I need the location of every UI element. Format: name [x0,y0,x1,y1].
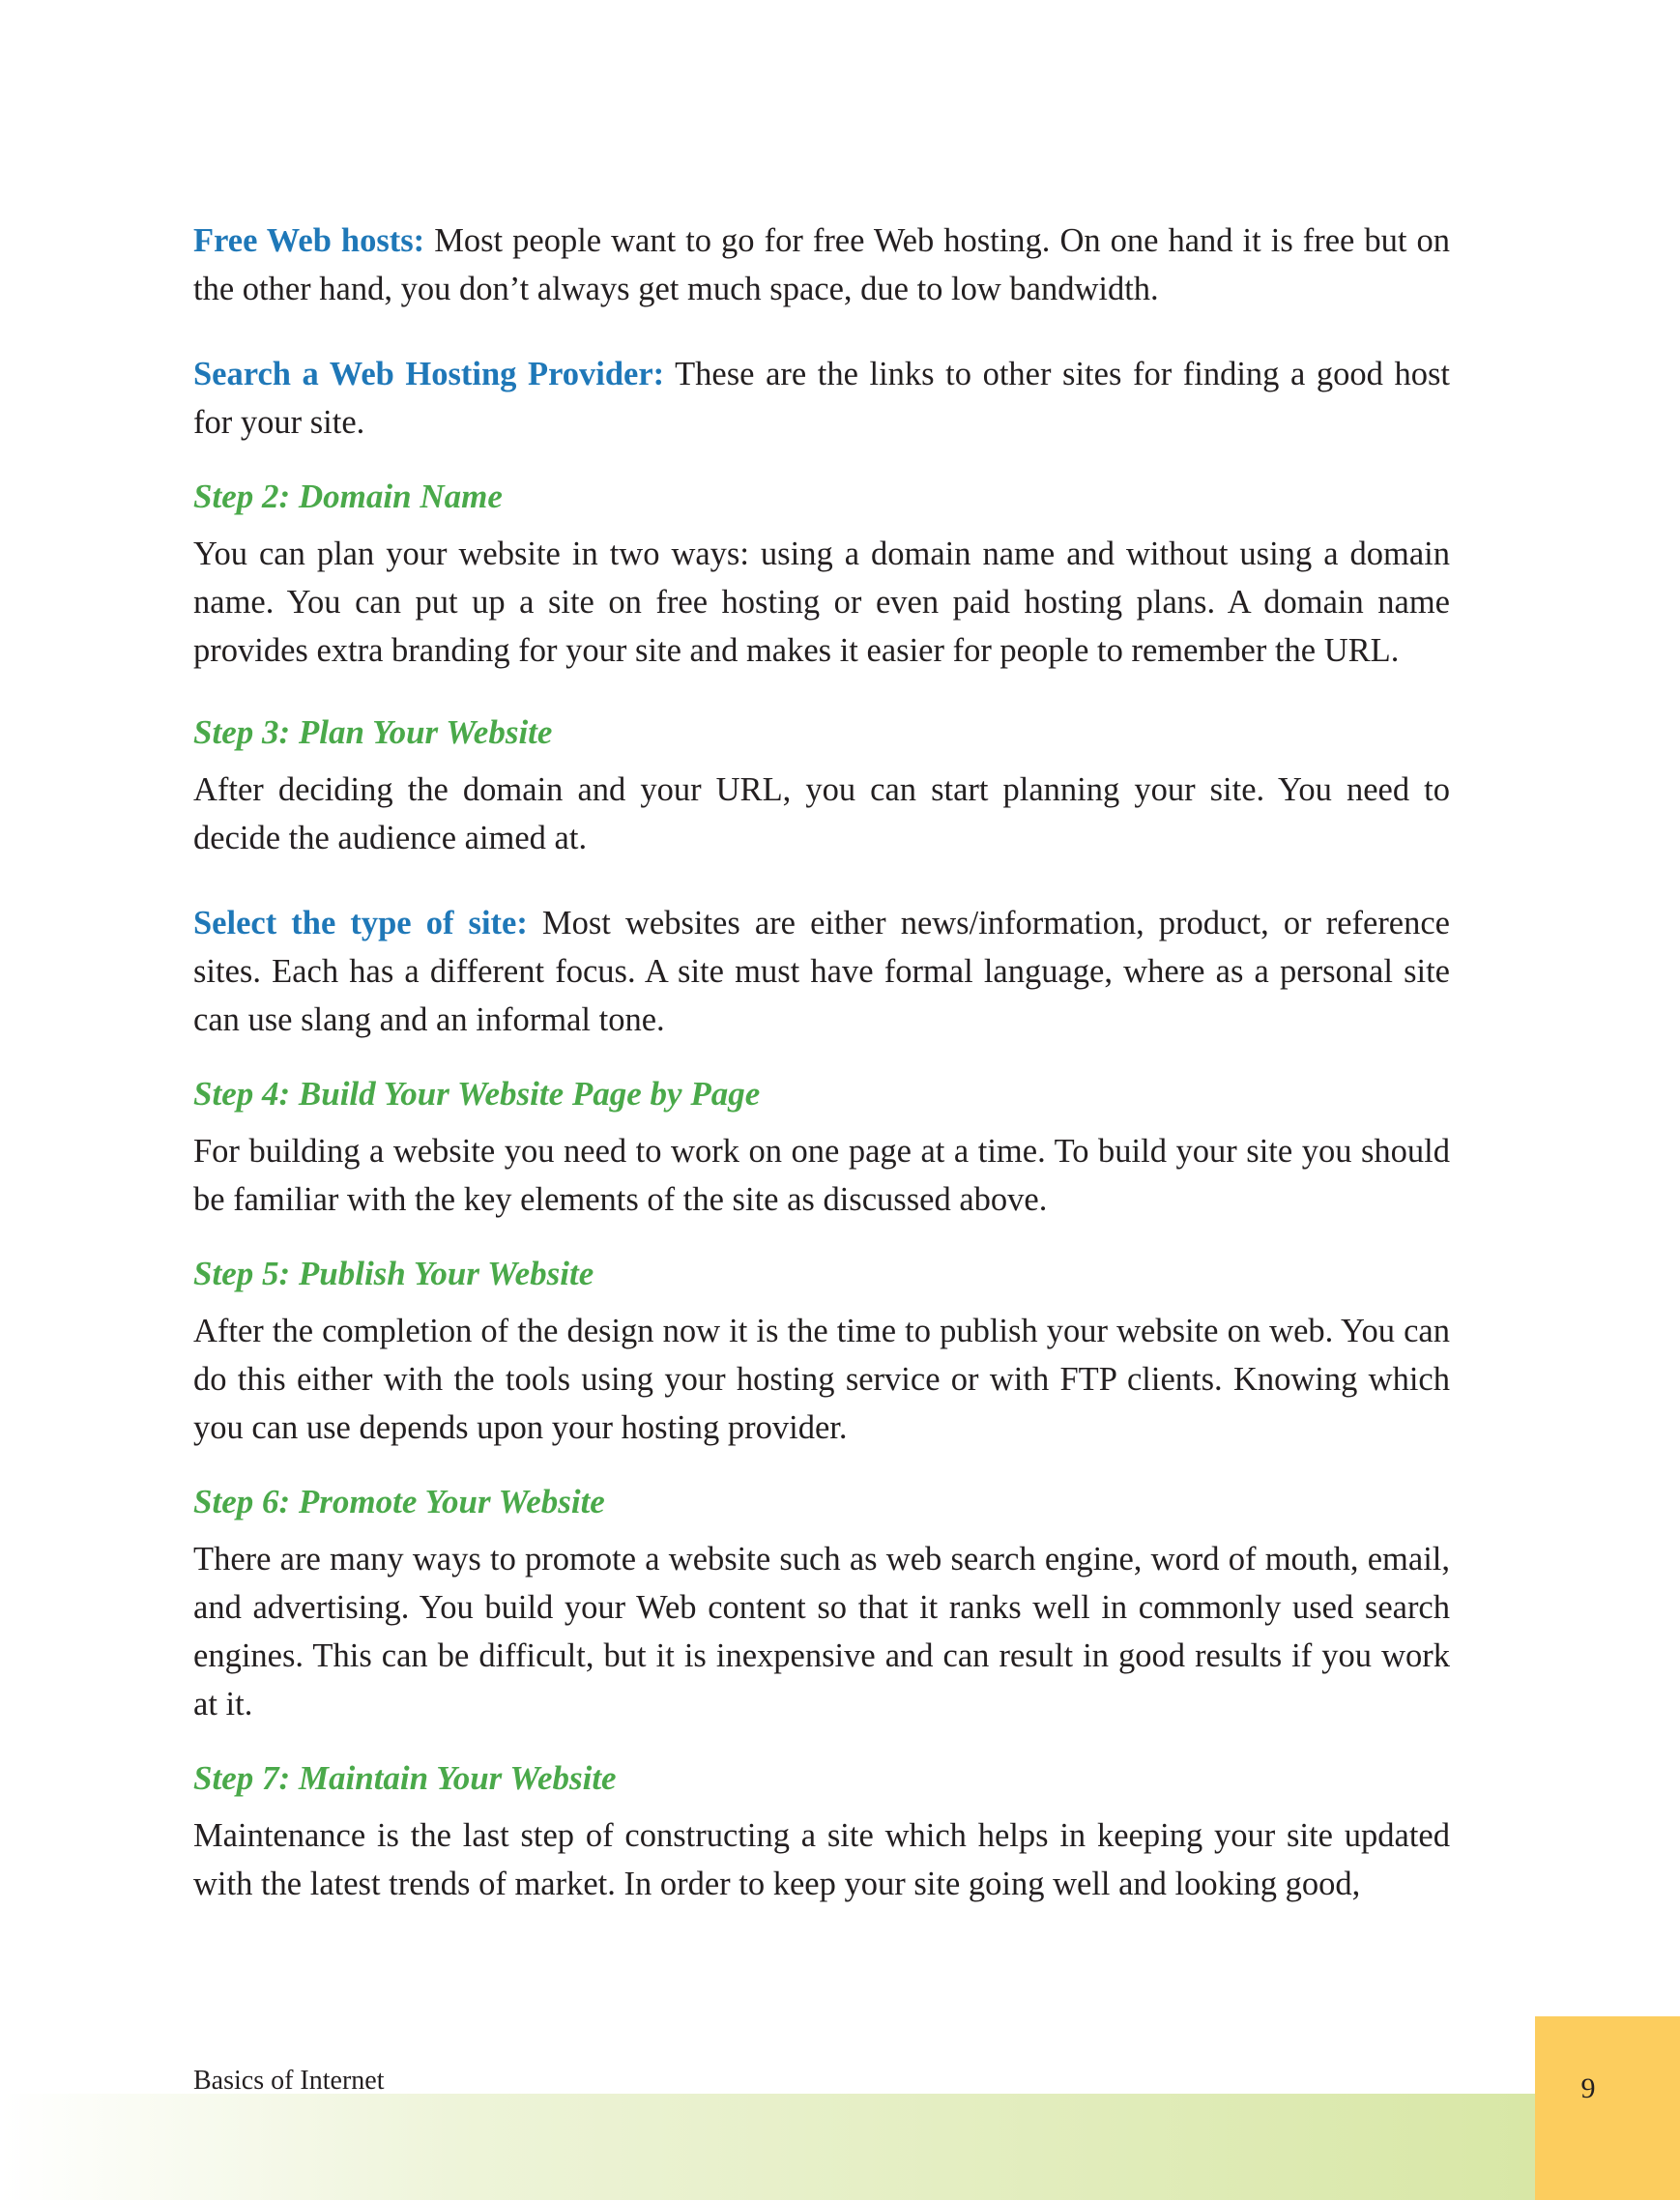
footer-band [0,2094,1535,2200]
heading-step-6: Step 6: Promote Your Website [193,1483,605,1520]
heading-step-4: Step 4: Build Your Website Page by Page [193,1075,761,1113]
paragraph-select-type [193,899,1450,1044]
paragraph-plan-website: After deciding the domain and your URL, you can start planning your site. You need to decide the audience aimed at. [193,771,1450,856]
paragraph-text: Most websites are either news/information, product, or reference sites. Each has a different focus. A site must have formal language, where as a personal site can use slang and an informal tone. [193,905,1450,1038]
page-number-tab [1535,2016,1680,2200]
lead-term: Select the type of site: [193,905,528,941]
heading-step-2: Step 2: Domain Name [193,478,503,515]
paragraph-publish-website: After the completion of the design now it is the time to publish your website on web. You can do this either with the tools using your hosting service or with FTP clients. Knowing which you can use depends upon your hosting provider. [193,1313,1450,1446]
page-content [193,217,1450,1945]
footer-book-title: Basics of Internet [193,2066,385,2096]
paragraph-text: These are the links to other sites for finding a good host for your site. [193,356,1450,441]
paragraph-domain-name: You can plan your website in two ways: using a domain name and without using a domain name. You can put up a site on free hosting or even paid hosting plans. A domain name provides extra branding for your site and makes it easier for people to remember the URL. [193,536,1450,669]
paragraph-text: Most people want to go for free Web hosting. On one hand it is free but on the other hand, you don’t always get much space, due to low bandwidth. [193,222,1450,307]
heading-step-3: Step 3: Plan Your Website [193,713,553,751]
heading-step-5: Step 5: Publish Your Website [193,1255,594,1292]
paragraph-free-web-hosts [193,217,1450,313]
heading-step-7: Step 7: Maintain Your Website [193,1759,617,1797]
lead-term: Search a Web Hosting Provider: [193,356,665,392]
paragraph-build-website: For building a website you need to work on one page at a time. To build your site you should be familiar with the key elements of the site as discussed above. [193,1133,1450,1218]
paragraph-maintain-website: Maintenance is the last step of constructing a site which helps in keeping your site updated with the latest trends of market. In order to keep your site going well and looking good, [193,1817,1450,1902]
page-number: 9 [1580,2072,1596,2104]
paragraph-promote-website: There are many ways to promote a website such as web search engine, word of mouth, email, and advertising. You build your Web content so that it ranks well in commonly used search engines. This can be difficult, but it is inexpensive and can result in good results if you work at it. [193,1541,1450,1722]
lead-term: Free Web hosts: [193,222,425,259]
paragraph-search-provider [193,350,1450,447]
